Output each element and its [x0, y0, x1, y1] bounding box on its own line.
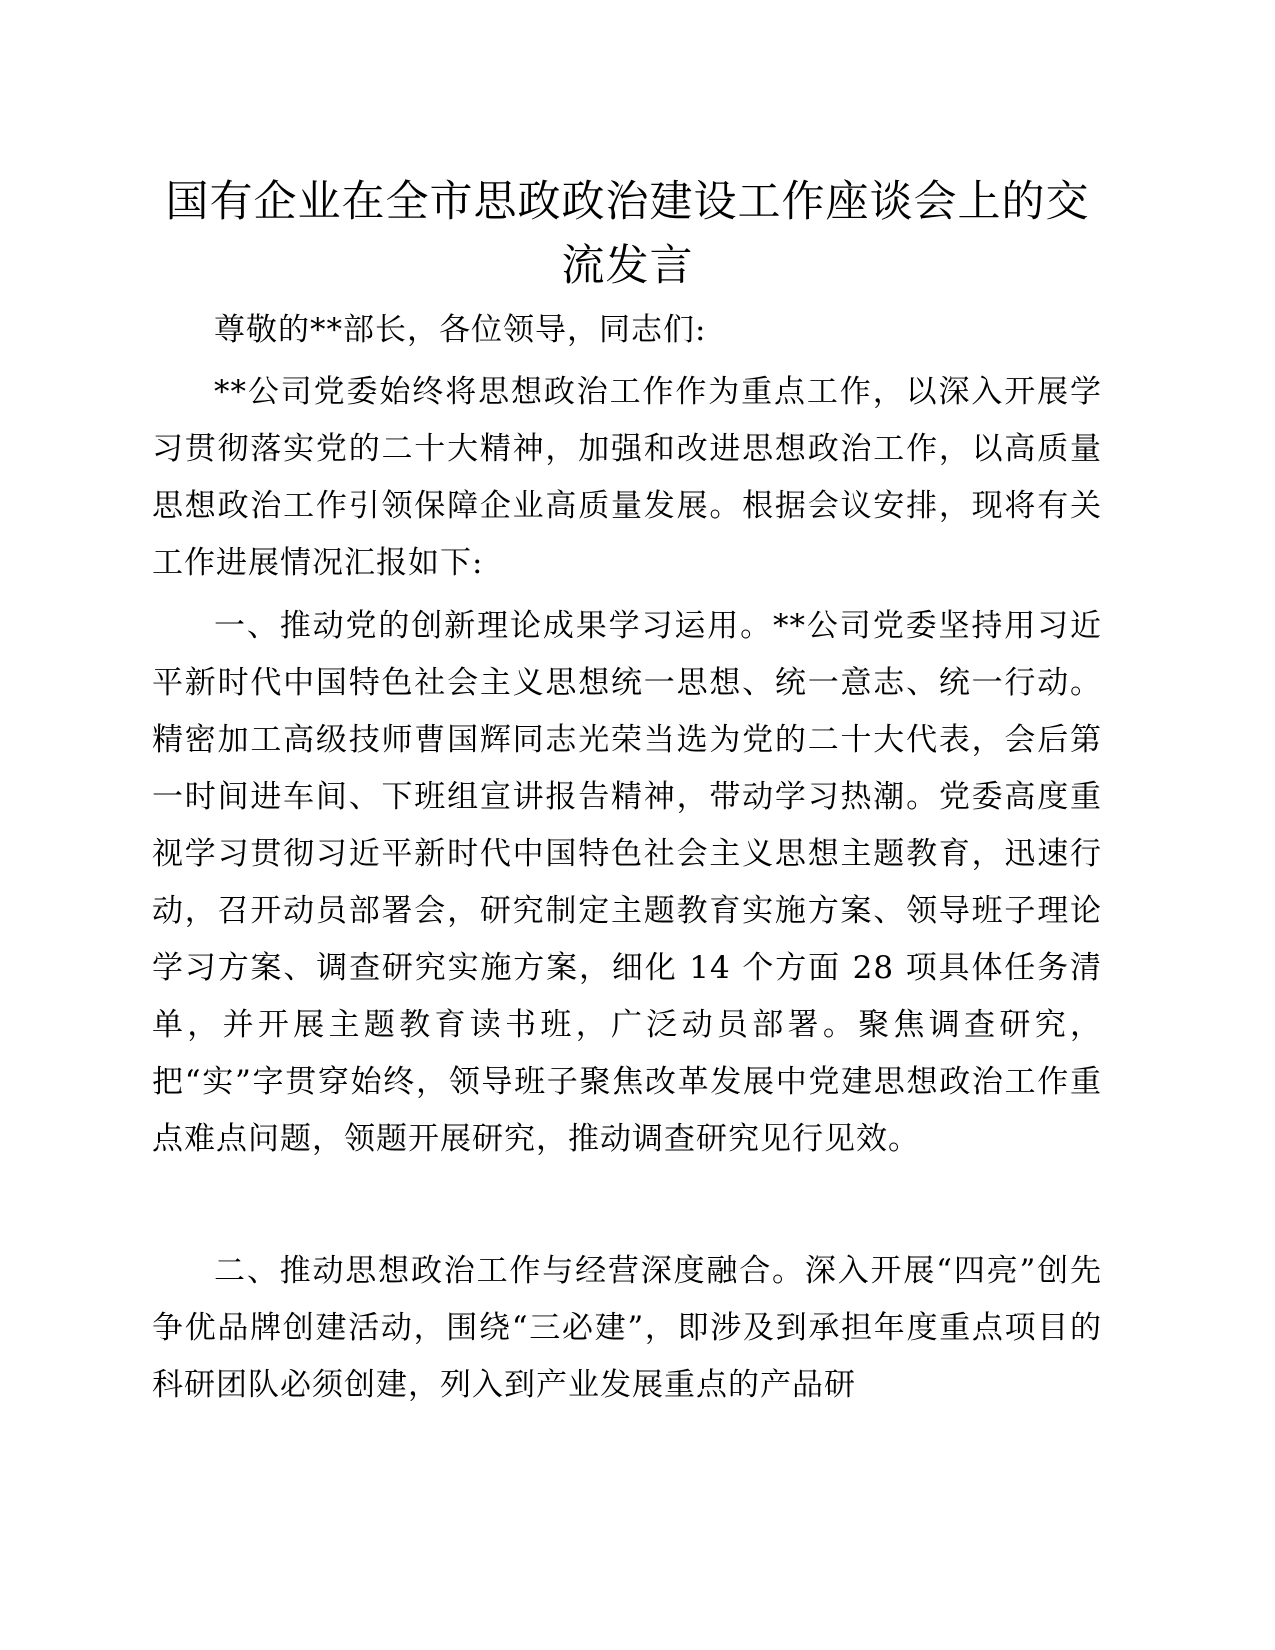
intro-paragraph: **公司党委始终将思想政治工作作为重点工作，以深入开展学习贯彻落实党的二十大精神，加强和改进思想政治工作，以高质量思想政治工作引领保障企业高质量发展。根据会议安排，现将有关工作进展情况汇报如下:	[152, 374, 1102, 581]
section-two-paragraph: 二、推动思想政治工作与经营深度融合。深入开展“四亮”创先争优品牌创建活动，围绕“三必建”，即涉及到承担年度重点项目的科研团队必须创建，列入到产业发展重点的产品研	[152, 1253, 1102, 1403]
document-title: 国有企业在全市思政政治建设工作座谈会上的交流发言	[165, 177, 1090, 291]
section-one-paragraph: 一、推动党的创新理论成果学习运用。**公司党委坚持用习近平新时代中国特色社会主义思想统一思想、统一意志、统一行动。精密加工高级技师曹国辉同志光荣当选为党的二十大代表，会后第一时间进车间、下班组宣讲报告精神，带动学习热潮。党委高度重视学习贯彻习近平新时代中国特色社会主义思想主题教育，迅速行动，召开动员部署会，研究制定主题教育实施方案、领导班子理论学习方案、调查研究实施方案，细化 14 个方面 28 项具体任务清单，并开展主题教育读书班，广泛动员部署。聚焦调查研究，把“实”字贯穿始终，领导班子聚焦改革发展中党建思想政治工作重点难点问题，领题开展研究，推动调查研究见行见效。	[152, 608, 1102, 1157]
salutation-paragraph: 尊敬的**部长，各位领导，同志们:	[214, 312, 707, 348]
